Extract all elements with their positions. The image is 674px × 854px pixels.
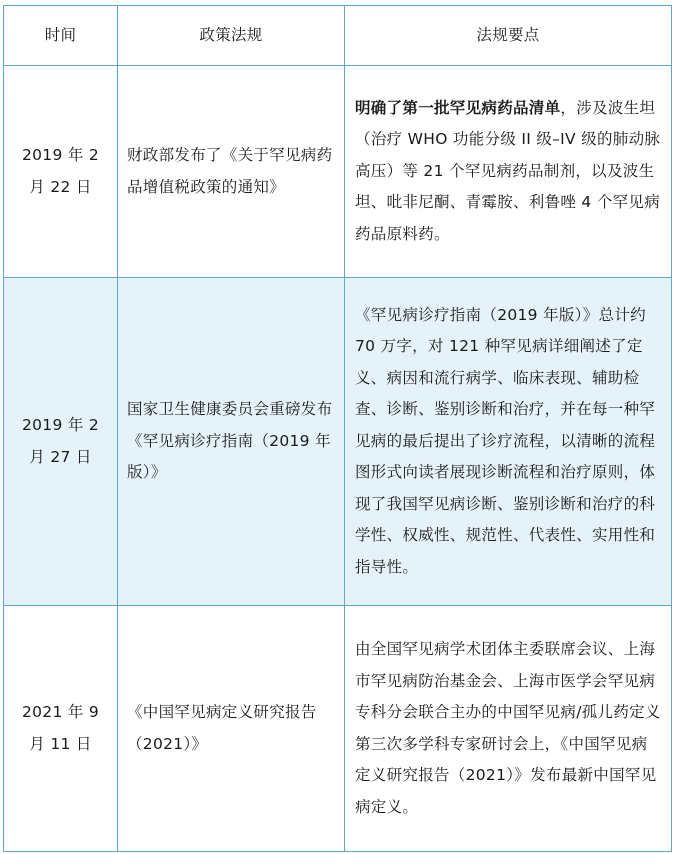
policy-table xyxy=(3,5,672,852)
row-points: 由全国罕见病学术团体主委联席会议、上海市罕见病防治基金会、上海市医学会罕见病专科分会联合主办的中国罕见病/孤儿药定义第三次多学科专家研讨会上，《中国罕见病定义研究报告（2021）》发布最新中国罕见病定义。 xyxy=(345,606,672,852)
table-row xyxy=(4,606,672,852)
header-policy: 政策法规 xyxy=(118,6,345,66)
row-points: 《罕见病诊疗指南（2019 年版）》总计约 70 万字，对 121 种罕见病详细阐述了定义、病因和流行病学、临床表现、辅助检查、诊断、鉴别诊断和治疗，并在每一种罕见病的最后提出了诊疗流程，以清晰的流程图形式向读者展现诊断流程和治疗原则，体现了我国罕见病诊断、鉴别诊断和治疗的科学性、权威性、规范性、代表性、实用性和指导性。 xyxy=(345,278,672,606)
row-policy: 《中国罕见病定义研究报告（2021）》 xyxy=(118,606,345,852)
header-points: 法规要点 xyxy=(345,6,672,66)
table-header-row xyxy=(4,6,672,66)
row-policy: 国家卫生健康委员会重磅发布《罕见病诊疗指南（2019 年版）》 xyxy=(118,278,345,606)
row-policy: 财政部发布了《关于罕见病药品增值税政策的通知》 xyxy=(118,66,345,278)
row-time: 2019 年 2 月 22 日 xyxy=(4,66,118,278)
table-row xyxy=(4,278,672,606)
row-points xyxy=(345,66,672,278)
row-time: 2019 年 2 月 27 日 xyxy=(4,278,118,606)
row-points-text: ，涉及波生坦（治疗 WHO 功能分级 II 级–IV 级的肺动脉高压）等 21 个罕见病药品制剂，以及波生坦、吡非尼酮、青霉胺、利鲁唑 4 个罕见病药品原料药。 xyxy=(355,98,661,243)
row-points-highlight: 明确了第一批罕见病药品清单 xyxy=(355,98,561,117)
row-time: 2021 年 9 月 11 日 xyxy=(4,606,118,852)
header-time: 时间 xyxy=(4,6,118,66)
table-row xyxy=(4,66,672,278)
policy-table-frame xyxy=(3,5,671,851)
